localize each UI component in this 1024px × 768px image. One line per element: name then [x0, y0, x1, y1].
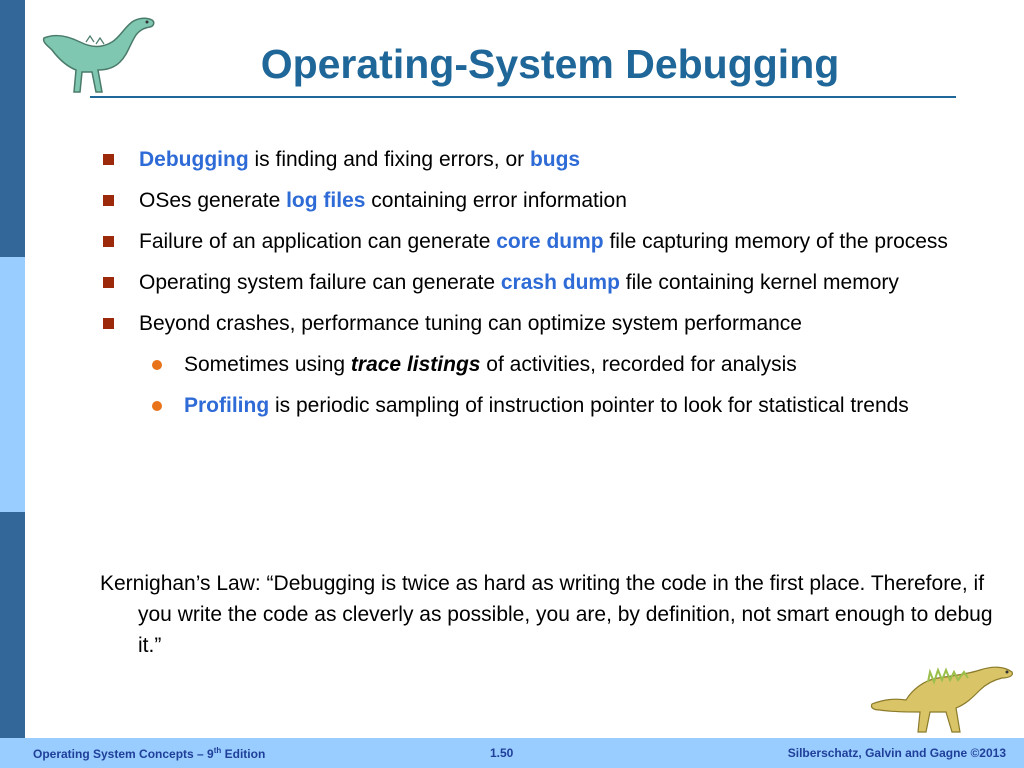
keyword-text: crash dump: [500, 271, 620, 294]
bullet-item: [100, 185, 980, 216]
plain-text: is finding and fixing errors, or: [248, 148, 530, 171]
footer-book-title-text: Operating System Concepts – 9: [33, 747, 214, 761]
bullet-list: [100, 144, 980, 431]
plain-text: is periodic sampling of instruction pointer to look for statistical trends: [269, 394, 909, 417]
keyword-text: log files: [286, 189, 366, 212]
sidebar-stripe-light: [0, 257, 25, 512]
dinosaur-icon: [868, 660, 1016, 738]
footer-book-title: [33, 746, 265, 761]
plain-text: OSes generate: [139, 189, 287, 212]
circle-bullet-icon: [152, 401, 162, 411]
keyword-text: Profiling: [184, 394, 270, 417]
emphasis-text: trace listings: [350, 353, 481, 376]
page-title: Operating-System Debugging: [260, 41, 840, 87]
plain-text: Sometimes using: [184, 353, 351, 376]
sidebar-stripe-dark-bottom: [0, 512, 25, 738]
keyword-text: bugs: [529, 148, 581, 171]
sub-bullet-text: [184, 353, 797, 376]
plain-text: containing error information: [365, 189, 627, 212]
page-number: 1.50: [490, 746, 514, 760]
square-bullet-icon: [103, 318, 114, 329]
footer-superscript: th: [213, 746, 222, 755]
keyword-text: core dump: [496, 230, 604, 253]
sub-bullet-text: [184, 394, 909, 417]
dinosaur-icon: [36, 8, 158, 96]
bullet-item: [100, 308, 980, 339]
plain-text: of activities, recorded for analysis: [480, 353, 797, 376]
bullet-text: [139, 148, 580, 171]
sub-bullet-item: [100, 349, 980, 380]
square-bullet-icon: [103, 236, 114, 247]
bullet-text: [139, 189, 627, 212]
plain-text: Operating system failure can generate: [139, 271, 501, 294]
bullet-text: [139, 230, 948, 253]
bullet-text: [139, 271, 899, 294]
square-bullet-icon: [103, 277, 114, 288]
plain-text: Failure of an application can generate: [139, 230, 497, 253]
square-bullet-icon: [103, 154, 114, 165]
keyword-text: Debugging: [139, 148, 249, 171]
bullet-text: [139, 312, 802, 335]
sub-bullet-item: [100, 390, 980, 421]
plain-text: file capturing memory of the process: [603, 230, 948, 253]
sidebar-stripe-dark-top: [0, 0, 25, 257]
bullet-item: [100, 267, 980, 298]
title-underline: [90, 96, 956, 98]
kernighans-law-quote: Kernighan’s Law: “Debugging is twice as hard as writing the code in the first place. Therefore, if you write the code as cleverly as possible, you are, by definition, not smart enough to debug it.”: [100, 572, 993, 657]
footer-edition-text: Edition: [221, 747, 266, 761]
bullet-item: [100, 144, 980, 175]
square-bullet-icon: [103, 195, 114, 206]
footer-authors: Silberschatz, Galvin and Gagne ©2013: [787, 746, 1006, 760]
plain-text: Beyond crashes, performance tuning can optimize system performance: [139, 312, 802, 335]
circle-bullet-icon: [152, 360, 162, 370]
bullet-item: [100, 226, 980, 257]
plain-text: file containing kernel memory: [619, 271, 899, 294]
